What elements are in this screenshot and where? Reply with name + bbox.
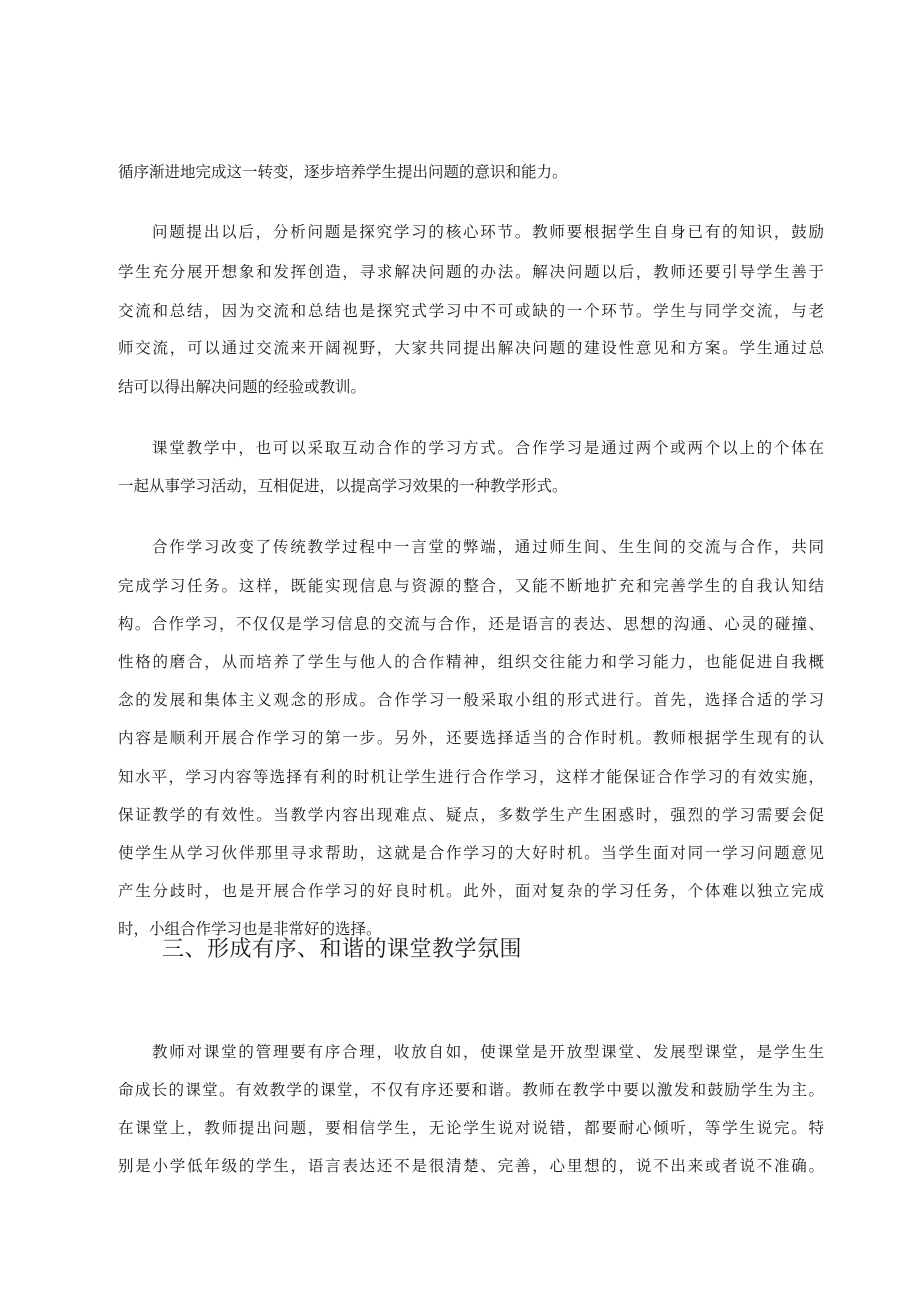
- paragraph-classroom-line: 在课堂上，教师提出问题，要相信学生，无论学生说对说错，都要耐心倾听，等学生说完。特: [118, 1119, 824, 1137]
- paragraph-analysis-line: 问题提出以后，分析问题是探究学习的核心环节。教师要根据学生自身已有的知识，鼓励: [152, 223, 824, 241]
- section-heading: 三、形成有序、和谐的课堂教学氛围: [162, 937, 523, 962]
- paragraph-classroom-line: 教师对课堂的管理要有序合理，收放自如，使课堂是开放型课堂、发展型课堂，是学生生: [152, 1043, 824, 1061]
- paragraph-classroom-line: 别是小学低年级的学生，语言表达还不是很清楚、完善，心里想的，说不出来或者说不准确。: [118, 1157, 824, 1175]
- paragraph-classroom-line: 命成长的课堂。有效教学的课堂，不仅有序还要和谐。教师在教学中要以激发和鼓励学生为主。: [118, 1081, 824, 1099]
- paragraph-cooperation-intro-line: 课堂教学中，也可以采取互动合作的学习方式。合作学习是通过两个或两个以上的个体在: [152, 439, 824, 457]
- paragraph-analysis-line: 结可以得出解决问题的经验或教训。: [118, 378, 367, 396]
- paragraph-cooperation-detail-line: 合作学习改变了传统教学过程中一言堂的弊端，通过师生间、生生间的交流与合作，共同: [152, 538, 824, 556]
- paragraph-analysis-line: 交流和总结，因为交流和总结也是探究式学习中不可或缺的一个环节。学生与同学交流，与老: [118, 302, 824, 320]
- paragraph-cooperation-detail-line: 念的发展和集体主义观念的形成。合作学习一般采取小组的形式进行。首先，选择合适的学习: [118, 691, 824, 709]
- paragraph-cooperation-detail-line: 完成学习任务。这样，既能实现信息与资源的整合，又能不断地扩充和完善学生的自我认知结: [118, 577, 824, 595]
- paragraph-cooperation-detail-line: 产生分歧时，也是开展合作学习的好良时机。此外，面对复杂的学习任务，个体难以独立完成: [118, 882, 824, 900]
- paragraph-cooperation-detail-line: 保证教学的有效性。当教学内容出现难点、疑点，多数学生产生困惑时，强烈的学习需要会促: [118, 806, 824, 824]
- paragraph-cooperation-detail-line: 知水平，学习内容等选择有利的时机让学生进行合作学习，这样才能保证合作学习的有效实施，: [118, 768, 824, 786]
- paragraph-analysis-line: 师交流，可以通过交流来开阔视野，大家共同提出解决问题的建设性意见和方案。学生通过总: [118, 339, 824, 357]
- paragraph-continuation-line: 循序渐进地完成这一转变，逐步培养学生提出问题的意识和能力。: [118, 163, 568, 181]
- paragraph-cooperation-detail-line: 时，小组合作学习也是非常好的选择。: [118, 920, 382, 938]
- paragraph-cooperation-intro-line: 一起从事学习活动，互相促进，以提高学习效果的一种教学形式。: [118, 477, 568, 495]
- paragraph-cooperation-detail-line: 构。合作学习，不仅仅是学习信息的交流与合作，还是语言的表达、思想的沟通、心灵的碰撞、: [118, 615, 824, 633]
- paragraph-analysis-line: 学生充分展开想象和发挥创造，寻求解决问题的办法。解决问题以后，教师还要引导学生善于: [118, 263, 824, 281]
- paragraph-cooperation-detail-line: 性格的磨合，从而培养了学生与他人的合作精神，组织交往能力和学习能力，也能促进自我概: [118, 653, 824, 671]
- paragraph-cooperation-detail-line: 使学生从学习伙伴那里寻求帮助，这就是合作学习的大好时机。当学生面对同一学习问题意见: [118, 844, 824, 862]
- paragraph-cooperation-detail-line: 内容是顺利开展合作学习的第一步。另外，还要选择适当的合作时机。教师根据学生现有的认: [118, 729, 824, 747]
